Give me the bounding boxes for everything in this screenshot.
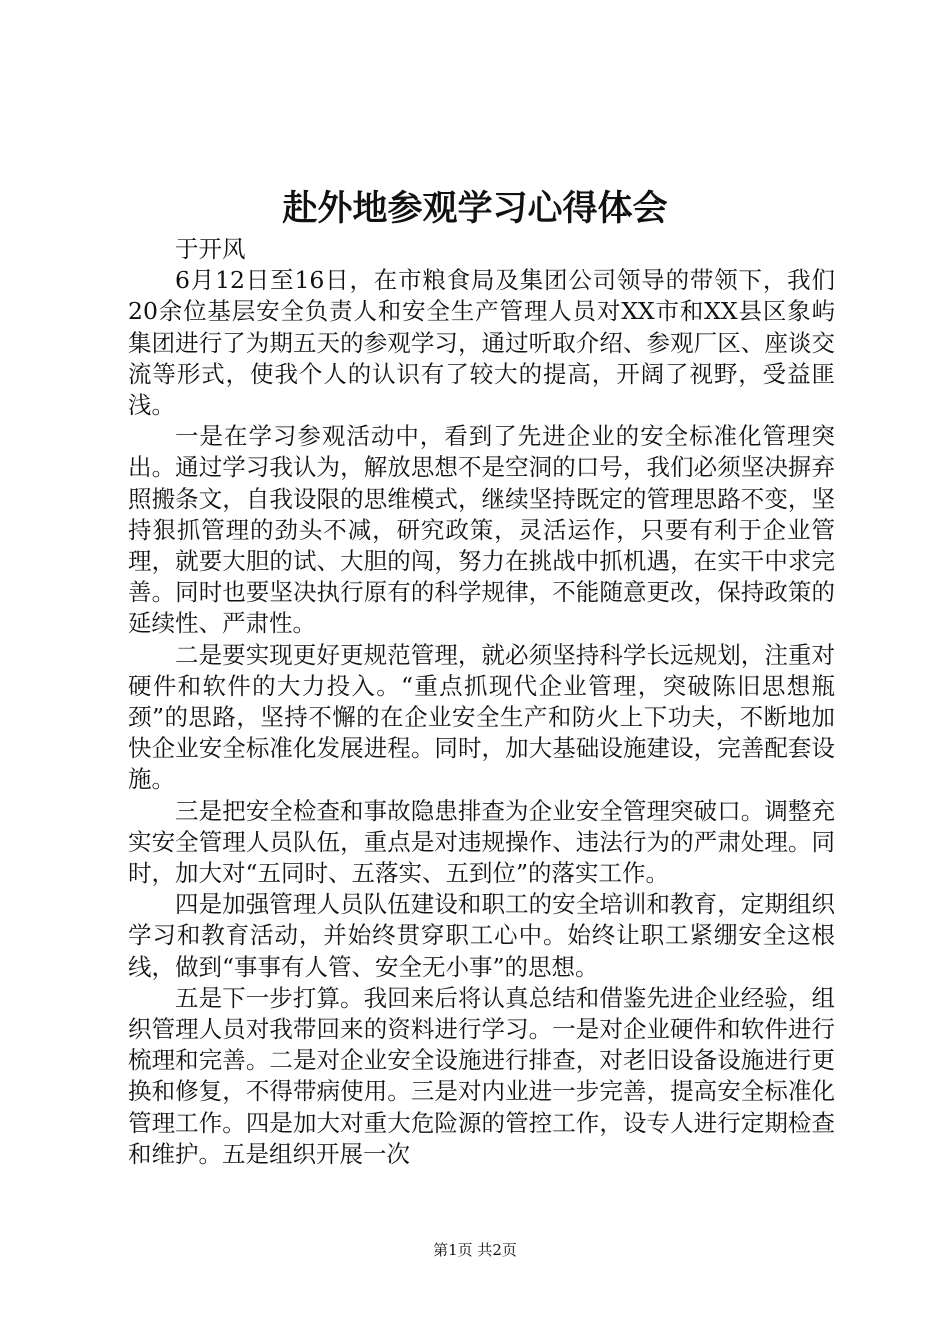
document-body xyxy=(128,234,835,1170)
paragraph-point-1: 一是在学习参观活动中，看到了先进企业的安全标准化管理突出。通过学习我认为，解放思想不是空洞的口号，我们必须坚决摒弃照搬条文，自我设限的思维模式，继续坚持既定的管理思路不变，坚持狠抓管理的劲头不减，研究政策，灵活运作，只要有利于企业管理，就要大胆的试、大胆的闯，努力在挑战中抓机遇，在实干中求完善。同时也要坚决执行原有的科学规律，不能随意更改，保持政策的延续性、严肃性。 xyxy=(128,422,835,638)
paragraph-point-2: 二是要实现更好更规范管理，就必须坚持科学长远规划，注重对硬件和软件的大力投入。“重点抓现代企业管理，突破陈旧思想瓶颈”的思路，坚持不懈的在企业安全生产和防火上下功夫，不断地加快企业安全标准化发展进程。同时，加大基础设施建设，完善配套设施。 xyxy=(128,640,835,794)
paragraph-intro: 6月12日至16日，在市粮食局及集团公司领导的带领下，我们20余位基层安全负责人和安全生产管理人员对XX市和XX县区象屿集团进行了为期五天的参观学习，通过听取介绍、参观厂区、座谈交流等形式，使我个人的认识有了较大的提高，开阔了视野，受益匪浅。 xyxy=(128,266,835,420)
author-line: 于开风 xyxy=(175,235,246,263)
paragraph-point-4: 四是加强管理人员队伍建设和职工的安全培训和教育，定期组织学习和教育活动，并始终贯穿职工心中。始终让职工紧绷安全这根线，做到“事事有人管、安全无小事”的思想。 xyxy=(128,890,835,981)
document-title: 赴外地参观学习心得体会 xyxy=(282,189,668,229)
paragraph-point-5: 五是下一步打算。我回来后将认真总结和借鉴先进企业经验，组织管理人员对我带回来的资料进行学习。一是对企业硬件和软件进行梳理和完善。二是对企业安全设施进行排查，对老旧设备设施进行更换和修复，不得带病使用。三是对内业进一步完善，提高安全标准化管理工作。四是加大对重大危险源的管控工作，设专人进行定期检查和维护。五是组织开展一次 xyxy=(128,983,835,1168)
paragraph-point-3: 三是把安全检查和事故隐患排查为企业安全管理突破口。调整充实安全管理人员队伍，重点是对违规操作、违法行为的严肃处理。同时，加大对“五同时、五落实、五到位”的落实工作。 xyxy=(128,796,835,888)
page-number-footer: 第1页 共2页 xyxy=(433,1241,517,1259)
